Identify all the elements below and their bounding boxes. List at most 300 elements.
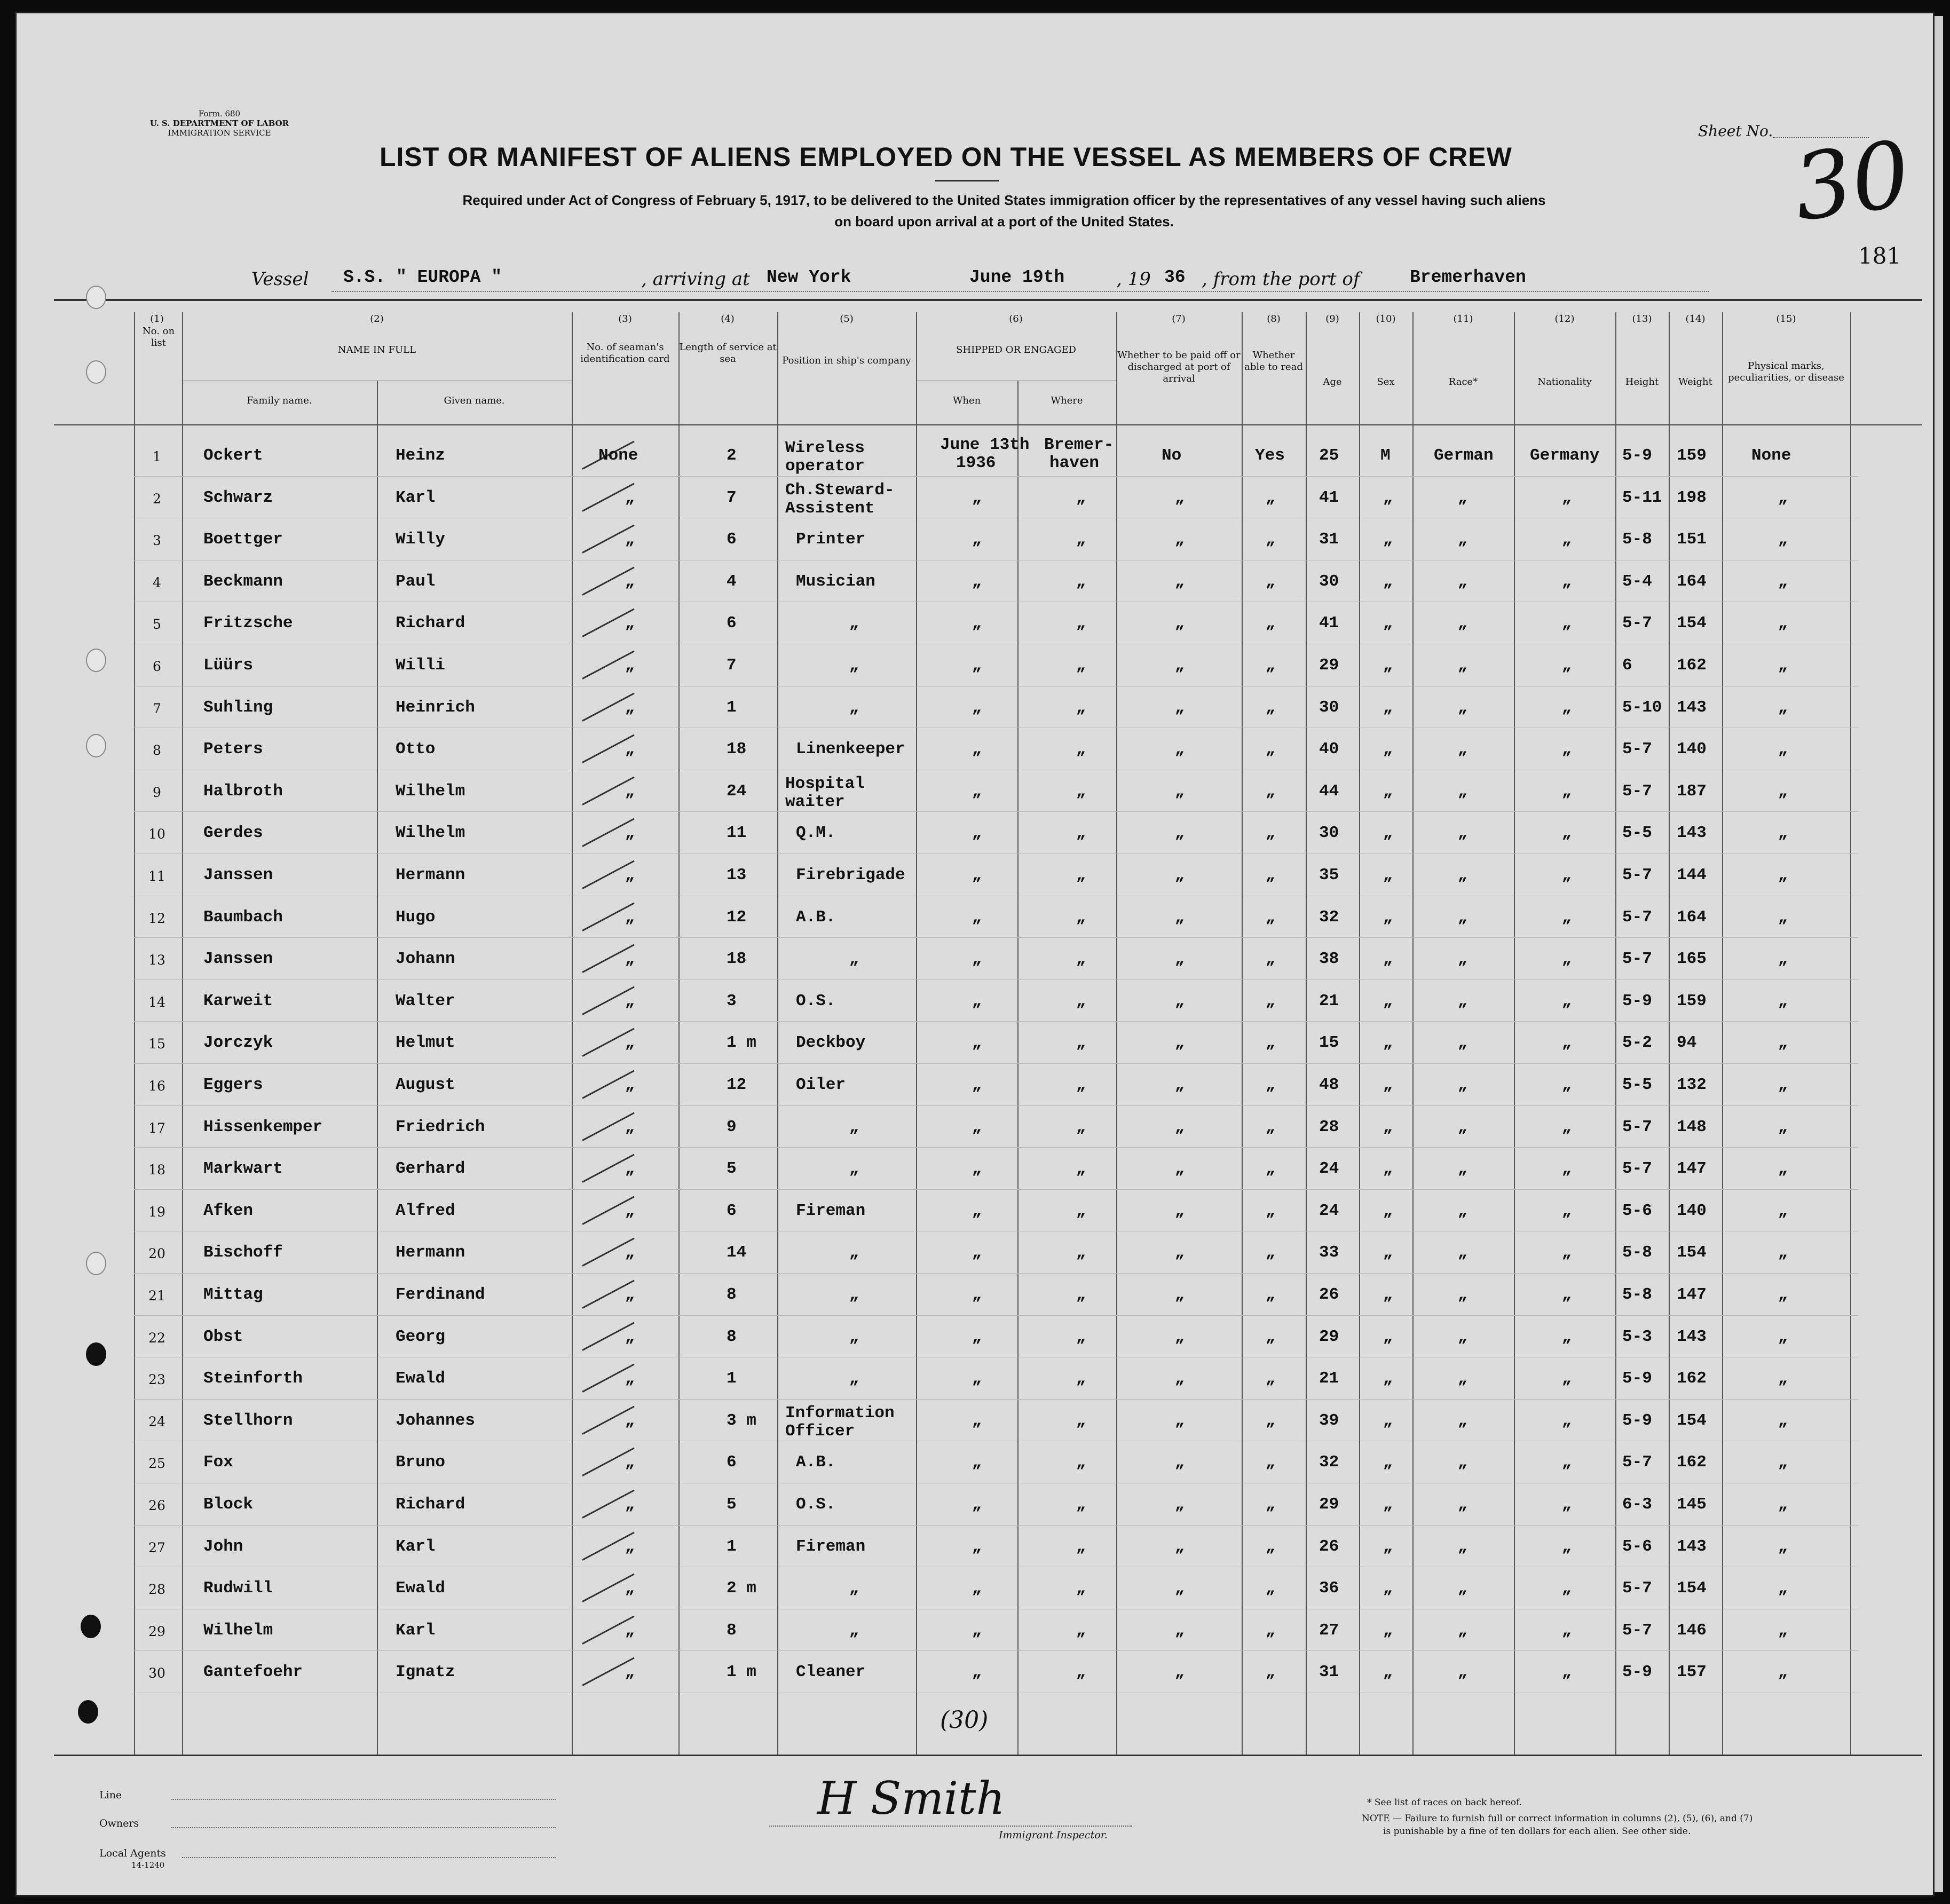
paid-off-ditto: „ <box>1175 1328 1185 1346</box>
shipped-where-ditto: „ <box>1076 908 1086 927</box>
position: Ch.Steward- <box>785 480 895 500</box>
seaman-card-ditto: „ <box>625 1034 635 1053</box>
given-name: Walter <box>396 991 455 1010</box>
weight: 154 <box>1677 1579 1707 1598</box>
able-to-read-ditto: „ <box>1266 1286 1276 1304</box>
position: Linenkeeper <box>796 740 905 759</box>
seaman-card-ditto: „ <box>625 824 635 843</box>
shipped-where-ditto: „ <box>1076 1160 1086 1179</box>
given-name: Friedrich <box>396 1117 485 1136</box>
physical-marks-ditto: „ <box>1778 824 1788 843</box>
punch-hole <box>81 1615 101 1638</box>
nationality-ditto: „ <box>1562 1286 1572 1304</box>
age: 21 <box>1319 991 1339 1010</box>
year-prefix: , 19 <box>1116 268 1151 290</box>
sex-ditto: „ <box>1383 572 1393 591</box>
age: 24 <box>1319 1201 1339 1220</box>
given-name: Georg <box>396 1327 446 1346</box>
column-number: (13) <box>1632 313 1652 325</box>
shipped-where-ditto: „ <box>1076 488 1086 507</box>
seaman-card-ditto: „ <box>625 1496 635 1514</box>
shipped-when-ditto: „ <box>972 1621 982 1640</box>
able-to-read-ditto: „ <box>1266 824 1276 843</box>
column-divider <box>777 312 778 1755</box>
column-divider <box>916 312 917 1755</box>
weight: 143 <box>1677 1327 1707 1346</box>
col2-header: NAME IN FULL <box>337 344 416 355</box>
nationality-ditto: „ <box>1562 1034 1572 1053</box>
nationality-ditto: „ <box>1562 1118 1572 1136</box>
paid-off-ditto: „ <box>1175 908 1185 927</box>
shipped-where-ditto: „ <box>1076 866 1086 884</box>
position: Q.M. <box>796 824 836 843</box>
given-name: Johann <box>396 950 455 969</box>
nationality-ditto: „ <box>1562 531 1572 549</box>
row-number: 24 <box>148 1413 165 1429</box>
row-rule <box>134 811 1858 812</box>
position: Wireless <box>785 439 865 457</box>
race-ditto: „ <box>1458 698 1468 717</box>
weight: 159 <box>1677 446 1707 465</box>
nationality-ditto: „ <box>1562 1411 1572 1430</box>
nationality-ditto: „ <box>1562 1453 1572 1472</box>
physical-marks-ditto: „ <box>1778 992 1788 1010</box>
row-number: 5 <box>153 617 161 633</box>
position: waiter <box>785 792 845 811</box>
able-to-read-ditto: „ <box>1266 614 1276 633</box>
weight: 94 <box>1677 1033 1697 1053</box>
length-of-service: 12 <box>727 907 747 927</box>
length-of-service: 12 <box>727 1076 747 1094</box>
punch-hole <box>86 360 106 384</box>
able-to-read-ditto: „ <box>1266 1579 1276 1598</box>
row-number: 2 <box>153 491 161 507</box>
row-number: 13 <box>148 952 165 968</box>
form-code: 14-1240 <box>131 1860 165 1870</box>
physical-marks-ditto: „ <box>1778 1076 1788 1094</box>
age: 41 <box>1319 614 1339 633</box>
paid-off-ditto: „ <box>1175 1202 1185 1220</box>
col10-header: Sex <box>1377 376 1395 388</box>
able-to-read: Yes <box>1255 446 1285 465</box>
row-rule <box>134 1021 1858 1022</box>
nationality-ditto: „ <box>1562 1537 1572 1556</box>
height: 5-5 <box>1622 1076 1652 1094</box>
paid-off-ditto: „ <box>1175 1076 1185 1094</box>
given-name: Willy <box>396 530 446 549</box>
column-divider <box>1615 312 1616 1755</box>
length-of-service: 1 m <box>727 1033 756 1053</box>
able-to-read-ditto: „ <box>1266 1076 1276 1094</box>
weight: 198 <box>1677 488 1707 507</box>
race-ditto: „ <box>1458 1496 1468 1514</box>
shipped-when-ditto: „ <box>972 1160 982 1179</box>
given-name: Richard <box>396 614 465 633</box>
service: IMMIGRATION SERVICE <box>168 128 271 138</box>
row-number: 27 <box>148 1539 165 1555</box>
position: Oiler <box>796 1076 846 1094</box>
able-to-read-ditto: „ <box>1266 1328 1276 1346</box>
seaman-card-ditto: „ <box>625 698 635 717</box>
length-of-service: 6 <box>727 1453 737 1472</box>
row-number: 21 <box>148 1288 165 1303</box>
shipped-when-ditto: „ <box>972 782 982 801</box>
position: „ <box>849 1160 859 1179</box>
race-ditto: „ <box>1458 740 1468 759</box>
shipped-where-ditto: „ <box>1076 1663 1086 1682</box>
nationality-ditto: „ <box>1562 1076 1572 1094</box>
col12-header: Nationality <box>1537 376 1592 388</box>
race-ditto: „ <box>1458 1202 1468 1220</box>
vessel-dotted-line <box>331 291 1709 292</box>
weight: 132 <box>1677 1076 1707 1094</box>
age: 36 <box>1319 1579 1339 1598</box>
height: 5-11 <box>1622 488 1662 507</box>
paid-off-ditto: „ <box>1175 1621 1185 1640</box>
col11-header: Race* <box>1448 376 1478 388</box>
paid-off-ditto: „ <box>1175 572 1185 591</box>
paid-off-ditto: „ <box>1175 950 1185 969</box>
race-ditto: „ <box>1458 1244 1468 1262</box>
height: 5-4 <box>1622 572 1652 591</box>
column-number: (9) <box>1325 313 1339 325</box>
seaman-card-ditto: „ <box>625 614 635 633</box>
sex-ditto: „ <box>1383 698 1393 717</box>
given-name: Karl <box>396 1537 436 1556</box>
physical-marks-ditto: „ <box>1778 1244 1788 1262</box>
row-number: 23 <box>148 1372 165 1388</box>
shipped-when-ditto: „ <box>972 614 982 633</box>
family-name: Jorczyk <box>203 1033 273 1053</box>
physical-marks-ditto: „ <box>1778 531 1788 549</box>
able-to-read-ditto: „ <box>1266 488 1276 507</box>
age: 26 <box>1319 1285 1339 1304</box>
given-name: Heinrich <box>396 698 475 717</box>
seaman-card-ditto: „ <box>625 1076 635 1094</box>
family-name: Karweit <box>203 991 273 1010</box>
weight: 147 <box>1677 1285 1707 1304</box>
sex-ditto: „ <box>1383 1579 1393 1598</box>
nationality-ditto: „ <box>1562 572 1572 591</box>
able-to-read-ditto: „ <box>1266 1118 1276 1136</box>
department: U. S. DEPARTMENT OF LABOR <box>149 118 289 128</box>
age: 33 <box>1319 1243 1339 1262</box>
able-to-read-ditto: „ <box>1266 531 1276 549</box>
col15-header: Physical marks, peculiarities, or disease <box>1728 360 1844 383</box>
shipped-where-ditto: „ <box>1076 698 1086 717</box>
given-name: Helmut <box>396 1033 455 1053</box>
paid-off-ditto: „ <box>1175 1244 1185 1262</box>
column-divider <box>377 381 378 1755</box>
row-number: 25 <box>148 1456 165 1472</box>
race-ditto: „ <box>1458 782 1468 801</box>
position: Cleaner <box>796 1663 866 1682</box>
height: 5-7 <box>1622 1453 1652 1472</box>
weight: 187 <box>1677 781 1707 801</box>
col13-header: Height <box>1625 376 1659 388</box>
penalty-note-2: is punishable by a fine of ten dollars for each alien. See other side. <box>1383 1826 1691 1837</box>
local-agents-label: Local Agents <box>99 1847 166 1859</box>
row-number: 3 <box>153 533 161 549</box>
position: „ <box>849 1286 859 1304</box>
length-of-service: 9 <box>727 1117 737 1136</box>
seaman-card-ditto: „ <box>625 572 635 591</box>
age: 31 <box>1319 530 1339 549</box>
physical-marks-ditto: „ <box>1778 1621 1788 1640</box>
sex-ditto: „ <box>1383 531 1393 549</box>
paid-off-ditto: „ <box>1175 1370 1185 1388</box>
given-name: Otto <box>396 740 436 759</box>
family-name: Eggers <box>203 1076 263 1094</box>
col8-header: Whether able to read <box>1244 350 1303 373</box>
race-ditto: „ <box>1458 908 1468 927</box>
nationality-ditto: „ <box>1562 657 1572 675</box>
able-to-read-ditto: „ <box>1266 1496 1276 1514</box>
given-name: Richard <box>396 1495 465 1514</box>
race-ditto: „ <box>1458 1453 1468 1472</box>
signature-line <box>769 1826 1132 1827</box>
family-name: Janssen <box>203 866 273 884</box>
physical-marks-ditto: „ <box>1778 1663 1788 1682</box>
height: 5-7 <box>1622 1621 1652 1640</box>
family-name: Rudwill <box>203 1579 273 1598</box>
age: 29 <box>1319 656 1339 675</box>
nationality-ditto: „ <box>1562 866 1572 884</box>
age: 29 <box>1319 1327 1339 1346</box>
sheet-label: Sheet No. <box>1698 122 1773 140</box>
age: 35 <box>1319 866 1339 884</box>
punch-hole <box>78 1700 98 1724</box>
shipped-when-ditto: „ <box>972 657 982 675</box>
row-rule <box>134 1189 1858 1190</box>
row-number: 30 <box>148 1665 165 1681</box>
position: Musician <box>796 572 875 591</box>
shipped-when-ditto: „ <box>972 1537 982 1556</box>
length-of-service: 1 m <box>727 1663 756 1682</box>
row-number: 19 <box>148 1204 165 1220</box>
length-of-service: 7 <box>727 656 737 675</box>
physical-marks-ditto: „ <box>1778 1202 1788 1220</box>
shipped-where-ditto: „ <box>1076 1621 1086 1640</box>
paid-off-ditto: „ <box>1175 1118 1185 1136</box>
paid-off-ditto: „ <box>1175 824 1185 843</box>
position: Fireman <box>796 1201 866 1220</box>
col7-header: Whether to be paid off or discharged at port of arrival <box>1117 350 1241 384</box>
race-ditto: „ <box>1458 1328 1468 1346</box>
sex-ditto: „ <box>1383 1453 1393 1472</box>
row-rule <box>134 1399 1858 1400</box>
position: „ <box>849 1621 859 1640</box>
given-name-header: Given name. <box>444 395 505 406</box>
age: 21 <box>1319 1369 1339 1388</box>
able-to-read-ditto: „ <box>1266 740 1276 759</box>
position: „ <box>849 614 859 633</box>
weight: 164 <box>1677 572 1707 591</box>
position: Printer <box>796 530 866 549</box>
shipped-where-ditto: „ <box>1076 1202 1086 1220</box>
row-number: 15 <box>148 1036 165 1052</box>
nationality-ditto: „ <box>1562 824 1572 843</box>
height: 5-9 <box>1622 991 1652 1010</box>
seaman-card-ditto: „ <box>625 1663 635 1682</box>
height: 5-9 <box>1622 446 1652 465</box>
length-of-service: 5 <box>727 1495 737 1514</box>
row-number: 4 <box>153 574 161 590</box>
sheet-number-handwritten: 30 <box>1787 121 1917 242</box>
race-ditto: „ <box>1458 1160 1468 1179</box>
physical-marks-ditto: „ <box>1778 1034 1788 1053</box>
column-number: (2) <box>370 313 384 325</box>
shipped-where-ditto: „ <box>1076 782 1086 801</box>
length-of-service: 2 <box>727 446 737 465</box>
physical-marks-ditto: „ <box>1778 1160 1788 1179</box>
nationality-ditto: „ <box>1562 1328 1572 1346</box>
race-ditto: „ <box>1458 866 1468 884</box>
row-rule <box>134 1315 1858 1316</box>
shipped-when-ditto: „ <box>972 1244 982 1262</box>
col3-header: No. of seaman's identification card <box>580 342 670 365</box>
sex-ditto: „ <box>1383 1328 1393 1346</box>
physical-marks-ditto: „ <box>1778 1579 1788 1598</box>
sex-ditto: „ <box>1383 614 1393 633</box>
able-to-read-ditto: „ <box>1266 1244 1276 1262</box>
vessel-label: Vessel <box>251 268 309 290</box>
sex-ditto: „ <box>1383 1160 1393 1179</box>
weight: 143 <box>1677 698 1707 717</box>
weight: 154 <box>1677 1243 1707 1262</box>
length-of-service: 18 <box>727 740 747 759</box>
paid-off-ditto: „ <box>1175 866 1185 884</box>
seaman-card-ditto: „ <box>625 908 635 927</box>
column-divider <box>678 312 680 1755</box>
family-name: Suhling <box>203 698 273 717</box>
nationality-ditto: „ <box>1562 1370 1572 1388</box>
physical-marks-ditto: „ <box>1778 782 1788 801</box>
column-number: (7) <box>1172 313 1186 325</box>
weight: 154 <box>1677 1411 1707 1430</box>
row-number: 10 <box>148 826 165 842</box>
column-number: (11) <box>1453 313 1473 325</box>
col5-header: Position in ship's company <box>782 355 911 366</box>
height: 5-7 <box>1622 1579 1652 1598</box>
seaman-card: None <box>598 446 638 465</box>
penalty-note-1: NOTE — Failure to furnish full or correct information in columns (2), (5), (6), and (7) <box>1362 1813 1753 1824</box>
where-header: Where <box>1051 395 1083 406</box>
height: 5-10 <box>1622 698 1662 717</box>
able-to-read-ditto: „ <box>1266 1537 1276 1556</box>
manifest-sheet <box>15 12 1935 1897</box>
sex-ditto: „ <box>1383 950 1393 969</box>
arriving-label: , arriving at <box>641 268 750 290</box>
weight: 162 <box>1677 1369 1707 1388</box>
shipped-when-ditto: „ <box>972 488 982 507</box>
weight: 165 <box>1677 950 1707 969</box>
length-of-service: 3 m <box>727 1411 756 1430</box>
length-of-service: 11 <box>727 824 747 843</box>
row-number: 17 <box>148 1120 165 1136</box>
nationality-ditto: „ <box>1562 992 1572 1010</box>
nationality-ditto: „ <box>1562 782 1572 801</box>
shipped-where-ditto: „ <box>1076 1496 1086 1514</box>
age: 26 <box>1319 1537 1339 1556</box>
position: Deckboy <box>796 1033 866 1053</box>
race-ditto: „ <box>1458 1076 1468 1094</box>
family-name: Hissenkemper <box>203 1117 323 1136</box>
weight: 164 <box>1677 907 1707 927</box>
sex-ditto: „ <box>1383 1411 1393 1430</box>
position: „ <box>849 1244 859 1262</box>
position: „ <box>849 1328 859 1346</box>
physical-marks-ditto: „ <box>1778 657 1788 675</box>
weight: 162 <box>1677 656 1707 675</box>
age: 48 <box>1319 1076 1339 1094</box>
family-name: Markwart <box>203 1159 283 1179</box>
total-count-note: (30) <box>940 1707 989 1734</box>
given-name: August <box>396 1076 455 1094</box>
column-divider <box>572 312 573 1755</box>
able-to-read-ditto: „ <box>1266 950 1276 969</box>
able-to-read-ditto: „ <box>1266 698 1276 717</box>
shipped-when-ditto: „ <box>972 740 982 759</box>
family-name: Halbroth <box>203 781 283 801</box>
row-number: 22 <box>148 1330 165 1346</box>
race-ditto: „ <box>1458 531 1468 549</box>
position: Firebrigade <box>796 866 905 884</box>
height: 5-6 <box>1622 1201 1652 1220</box>
able-to-read-ditto: „ <box>1266 1621 1276 1640</box>
physical-marks-ditto: „ <box>1778 1537 1788 1556</box>
able-to-read-ditto: „ <box>1266 1453 1276 1472</box>
shipped-when-ditto: „ <box>972 1328 982 1346</box>
sex-ditto: „ <box>1383 782 1393 801</box>
able-to-read-ditto: „ <box>1266 1663 1276 1682</box>
paid-off-ditto: „ <box>1175 1579 1185 1598</box>
given-name: Willi <box>396 656 446 675</box>
family-name: Fox <box>203 1453 233 1472</box>
family-name: Stellhorn <box>203 1411 293 1430</box>
paid-off-ditto: „ <box>1175 1286 1185 1304</box>
physical-marks-ditto: „ <box>1778 908 1788 927</box>
shipped-when-ditto: „ <box>972 992 982 1010</box>
length-of-service: 1 <box>727 1369 737 1388</box>
length-of-service: 1 <box>727 1537 737 1556</box>
column-divider <box>134 312 135 1755</box>
seaman-card-ditto: „ <box>625 1118 635 1136</box>
seaman-card-ditto: „ <box>625 1537 635 1556</box>
sex-ditto: „ <box>1383 908 1393 927</box>
shipped-where-ditto: „ <box>1076 1453 1086 1472</box>
nationality: Germany <box>1530 446 1600 465</box>
col14-header: Weight <box>1678 376 1712 388</box>
row-number: 1 <box>153 449 161 464</box>
shipped-when-ditto: „ <box>972 698 982 717</box>
paid-off-ditto: „ <box>1175 992 1185 1010</box>
shipped-where-ditto: „ <box>1076 531 1086 549</box>
physical-marks-ditto: „ <box>1778 698 1788 717</box>
nationality-ditto: „ <box>1562 1579 1572 1598</box>
nationality-ditto: „ <box>1562 614 1572 633</box>
length-of-service: 8 <box>727 1327 737 1346</box>
column-divider <box>1669 312 1670 1755</box>
length-of-service: 2 m <box>727 1579 756 1598</box>
race-ditto: „ <box>1458 1579 1468 1598</box>
punch-hole <box>86 1342 106 1366</box>
race-ditto: „ <box>1458 1537 1468 1556</box>
column-number: (14) <box>1685 313 1706 325</box>
age: 28 <box>1319 1117 1339 1136</box>
age: 31 <box>1319 1663 1339 1682</box>
seaman-card-ditto: „ <box>625 1202 635 1220</box>
